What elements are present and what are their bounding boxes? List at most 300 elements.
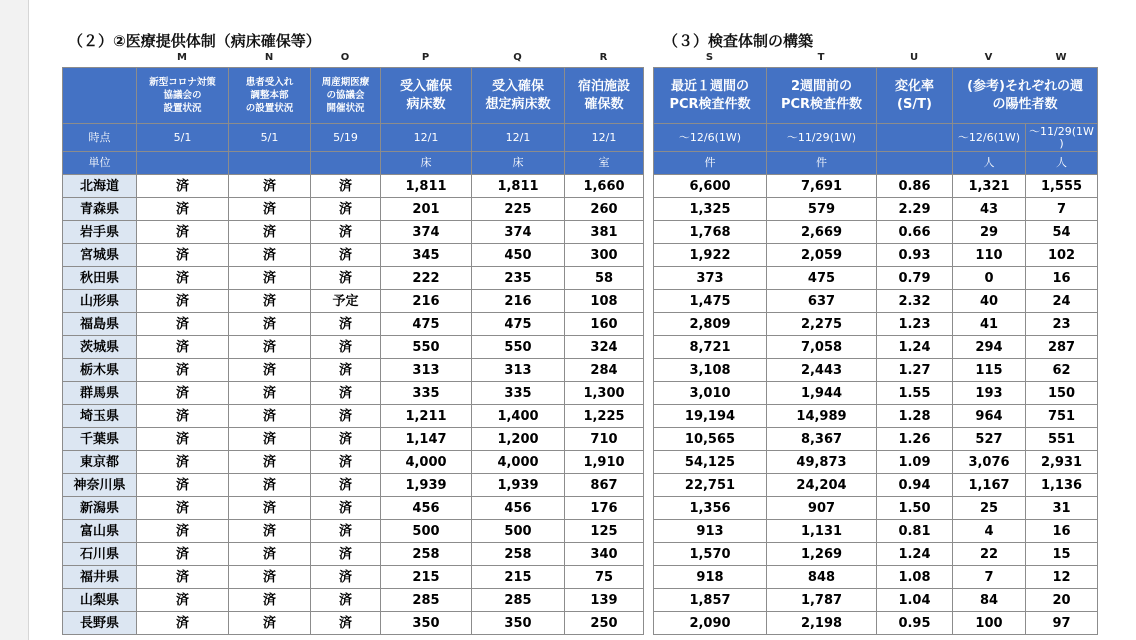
cell-q: 258: [472, 543, 565, 566]
cell-o: 済: [311, 267, 381, 290]
cell-n: 済: [229, 451, 311, 474]
cell-p: 1,211: [381, 405, 472, 428]
cell-s: 2,090: [654, 612, 767, 635]
table-row: [654, 405, 1098, 428]
cell-s: 19,194: [654, 405, 767, 428]
section-2-title: （２）②医療提供体制（病床確保等）: [68, 32, 321, 50]
cell-v: 964: [953, 405, 1026, 428]
cell-w: 24: [1026, 290, 1098, 313]
unit-q: 床: [472, 152, 565, 175]
table-row: [654, 543, 1098, 566]
cell-t: 907: [767, 497, 877, 520]
cell-o: 済: [311, 543, 381, 566]
cell-s: 3,108: [654, 359, 767, 382]
prefecture-name: 長野県: [63, 612, 137, 635]
header-prefecture: [63, 68, 137, 124]
table-row: [654, 451, 1098, 474]
cell-o: 済: [311, 566, 381, 589]
table-row: [63, 244, 644, 267]
cell-n: 済: [229, 336, 311, 359]
cell-s: 918: [654, 566, 767, 589]
table-row: [63, 198, 644, 221]
table-row: [654, 313, 1098, 336]
column-letter-t: T: [817, 52, 825, 63]
unit-w: 人: [1026, 152, 1098, 175]
cell-m: 済: [137, 221, 229, 244]
header-vw-label: (参考)それぞれの週 の陽性者数: [967, 78, 1083, 112]
cell-v: 4: [953, 520, 1026, 543]
cell-m: 済: [137, 267, 229, 290]
cell-v: 100: [953, 612, 1026, 635]
cell-n: 済: [229, 566, 311, 589]
cell-q: 313: [472, 359, 565, 382]
cell-r: 250: [565, 612, 644, 635]
cell-m: 済: [137, 474, 229, 497]
cell-s: 1,768: [654, 221, 767, 244]
cell-p: 201: [381, 198, 472, 221]
column-letters-medical: [62, 52, 643, 64]
cell-p: 550: [381, 336, 472, 359]
cell-r: 176: [565, 497, 644, 520]
column-letter-r: R: [599, 52, 608, 63]
header-u: [877, 68, 953, 124]
header-o: [311, 68, 381, 124]
prefecture-name: 富山県: [63, 520, 137, 543]
table-row: [63, 405, 644, 428]
cell-p: 335: [381, 382, 472, 405]
column-letter-w: W: [1055, 52, 1067, 63]
cell-q: 350: [472, 612, 565, 635]
cell-t: 7,058: [767, 336, 877, 359]
cell-r: 58: [565, 267, 644, 290]
cell-p: 345: [381, 244, 472, 267]
cell-s: 373: [654, 267, 767, 290]
header-row: [63, 68, 644, 124]
cell-r: 284: [565, 359, 644, 382]
table-row: [63, 566, 644, 589]
cell-t: 1,787: [767, 589, 877, 612]
cell-m: 済: [137, 451, 229, 474]
cell-n: 済: [229, 267, 311, 290]
table-row: [654, 359, 1098, 382]
cell-q: 500: [472, 520, 565, 543]
cell-r: 75: [565, 566, 644, 589]
cell-n: 済: [229, 520, 311, 543]
cell-m: 済: [137, 198, 229, 221]
cell-n: 済: [229, 290, 311, 313]
page-margin: [0, 0, 29, 640]
time-t: ～11/29(1W): [767, 124, 877, 152]
cell-s: 1,475: [654, 290, 767, 313]
cell-w: 1,136: [1026, 474, 1098, 497]
table-row: [63, 267, 644, 290]
cell-q: 215: [472, 566, 565, 589]
cell-m: 済: [137, 244, 229, 267]
table-row: [63, 520, 644, 543]
cell-w: 54: [1026, 221, 1098, 244]
cell-r: 381: [565, 221, 644, 244]
column-letter-p: P: [421, 52, 430, 63]
cell-o: 済: [311, 428, 381, 451]
prefecture-name: 茨城県: [63, 336, 137, 359]
cell-w: 15: [1026, 543, 1098, 566]
cell-p: 222: [381, 267, 472, 290]
cell-v: 43: [953, 198, 1026, 221]
table-row: [63, 382, 644, 405]
cell-r: 1,660: [565, 175, 644, 198]
cell-p: 374: [381, 221, 472, 244]
cell-t: 2,669: [767, 221, 877, 244]
cell-w: 62: [1026, 359, 1098, 382]
cell-u: 1.09: [877, 451, 953, 474]
table-row: [654, 520, 1098, 543]
time-v: ～12/6(1W): [953, 124, 1026, 152]
cell-n: 済: [229, 428, 311, 451]
time-o: 5/19: [311, 124, 381, 152]
time-n: 5/1: [229, 124, 311, 152]
cell-t: 2,059: [767, 244, 877, 267]
cell-u: 1.26: [877, 428, 953, 451]
prefecture-name: 新潟県: [63, 497, 137, 520]
cell-v: 1,167: [953, 474, 1026, 497]
cell-r: 160: [565, 313, 644, 336]
cell-t: 14,989: [767, 405, 877, 428]
testing-table-body: [654, 175, 1098, 635]
prefecture-name: 群馬県: [63, 382, 137, 405]
cell-r: 1,300: [565, 382, 644, 405]
cell-n: 済: [229, 382, 311, 405]
cell-r: 1,225: [565, 405, 644, 428]
table-row: [63, 474, 644, 497]
time-q: 12/1: [472, 124, 565, 152]
cell-n: 済: [229, 543, 311, 566]
header-s: [654, 68, 767, 124]
table-row: [654, 336, 1098, 359]
table-row: [654, 497, 1098, 520]
cell-v: 193: [953, 382, 1026, 405]
time-r: 12/1: [565, 124, 644, 152]
cell-n: 済: [229, 497, 311, 520]
cell-n: 済: [229, 359, 311, 382]
section-3-title: （３）検査体制の構築: [663, 32, 814, 50]
table-row: [63, 221, 644, 244]
cell-n: 済: [229, 405, 311, 428]
cell-w: 97: [1026, 612, 1098, 635]
cell-m: 済: [137, 497, 229, 520]
prefecture-name: 岩手県: [63, 221, 137, 244]
table-row: [654, 474, 1098, 497]
cell-u: 0.86: [877, 175, 953, 198]
cell-w: 16: [1026, 520, 1098, 543]
table-row: [63, 428, 644, 451]
table-row: [654, 382, 1098, 405]
header-p-label: 受入確保 病床数: [399, 78, 452, 112]
unit-t: 件: [767, 152, 877, 175]
cell-o: 済: [311, 175, 381, 198]
table-row: [654, 566, 1098, 589]
cell-n: 済: [229, 612, 311, 635]
header-p: [381, 68, 472, 124]
cell-o: 予定: [311, 290, 381, 313]
column-letter-v: V: [984, 52, 993, 63]
cell-m: 済: [137, 405, 229, 428]
cell-u: 0.93: [877, 244, 953, 267]
header-o-label: 周産期医療 の協議会 開催状況: [321, 77, 370, 114]
cell-q: 4,000: [472, 451, 565, 474]
table-row: [654, 612, 1098, 635]
cell-s: 54,125: [654, 451, 767, 474]
table-row: [654, 267, 1098, 290]
cell-r: 867: [565, 474, 644, 497]
cell-q: 235: [472, 267, 565, 290]
prefecture-name: 秋田県: [63, 267, 137, 290]
cell-v: 40: [953, 290, 1026, 313]
cell-p: 1,811: [381, 175, 472, 198]
table-row: [654, 244, 1098, 267]
table-row: [654, 221, 1098, 244]
cell-m: 済: [137, 290, 229, 313]
cell-s: 1,857: [654, 589, 767, 612]
cell-s: 3,010: [654, 382, 767, 405]
header-m: [137, 68, 229, 124]
cell-q: 1,200: [472, 428, 565, 451]
cell-t: 24,204: [767, 474, 877, 497]
table-row: [63, 290, 644, 313]
cell-v: 115: [953, 359, 1026, 382]
header-vw: [953, 68, 1098, 124]
cell-q: 1,400: [472, 405, 565, 428]
cell-u: 1.50: [877, 497, 953, 520]
cell-v: 527: [953, 428, 1026, 451]
unit-label: 単位: [63, 152, 137, 175]
cell-o: 済: [311, 221, 381, 244]
cell-u: 2.32: [877, 290, 953, 313]
cell-t: 579: [767, 198, 877, 221]
cell-s: 22,751: [654, 474, 767, 497]
cell-v: 25: [953, 497, 1026, 520]
time-u: [877, 124, 953, 152]
prefecture-name: 福島県: [63, 313, 137, 336]
table-row: [63, 589, 644, 612]
header-n-label: 患者受入れ 調整本部 の設置状況: [245, 77, 294, 114]
cell-t: 8,367: [767, 428, 877, 451]
table-row: [63, 336, 644, 359]
cell-t: 848: [767, 566, 877, 589]
time-m: 5/1: [137, 124, 229, 152]
column-letter-m: M: [177, 52, 187, 63]
header-q-label: 受入確保 想定病床数: [485, 78, 551, 112]
cell-s: 1,356: [654, 497, 767, 520]
cell-m: 済: [137, 359, 229, 382]
cell-o: 済: [311, 313, 381, 336]
cell-v: 294: [953, 336, 1026, 359]
cell-q: 1,811: [472, 175, 565, 198]
cell-q: 285: [472, 589, 565, 612]
table-row: [654, 589, 1098, 612]
cell-w: 31: [1026, 497, 1098, 520]
cell-t: 7,691: [767, 175, 877, 198]
header-m-label: 新型コロナ対策 協議会の 設置状況: [149, 77, 216, 114]
cell-u: 1.23: [877, 313, 953, 336]
cell-r: 1,910: [565, 451, 644, 474]
column-letter-o: O: [340, 52, 350, 63]
cell-r: 125: [565, 520, 644, 543]
cell-p: 215: [381, 566, 472, 589]
cell-t: 2,275: [767, 313, 877, 336]
cell-r: 710: [565, 428, 644, 451]
cell-r: 300: [565, 244, 644, 267]
cell-u: 0.81: [877, 520, 953, 543]
cell-s: 10,565: [654, 428, 767, 451]
cell-u: 0.95: [877, 612, 953, 635]
header-n: [229, 68, 311, 124]
time-label: 時点: [63, 124, 137, 152]
prefecture-name: 山形県: [63, 290, 137, 313]
cell-n: 済: [229, 198, 311, 221]
cell-s: 6,600: [654, 175, 767, 198]
cell-n: 済: [229, 221, 311, 244]
cell-t: 475: [767, 267, 877, 290]
cell-v: 41: [953, 313, 1026, 336]
cell-w: 7: [1026, 198, 1098, 221]
cell-p: 350: [381, 612, 472, 635]
cell-r: 340: [565, 543, 644, 566]
cell-s: 1,325: [654, 198, 767, 221]
header-r: [565, 68, 644, 124]
cell-u: 1.04: [877, 589, 953, 612]
cell-s: 2,809: [654, 313, 767, 336]
cell-p: 258: [381, 543, 472, 566]
cell-v: 3,076: [953, 451, 1026, 474]
medical-provision-table: [62, 67, 644, 635]
cell-t: 2,443: [767, 359, 877, 382]
prefecture-name: 千葉県: [63, 428, 137, 451]
header-s-label: 最近１週間の PCR検査件数: [669, 78, 751, 112]
cell-w: 20: [1026, 589, 1098, 612]
unit-row: [654, 152, 1098, 175]
cell-t: 2,198: [767, 612, 877, 635]
time-s: ～12/6(1W): [654, 124, 767, 152]
cell-v: 22: [953, 543, 1026, 566]
cell-q: 450: [472, 244, 565, 267]
cell-r: 108: [565, 290, 644, 313]
cell-s: 913: [654, 520, 767, 543]
table-row: [654, 198, 1098, 221]
prefecture-name: 石川県: [63, 543, 137, 566]
cell-m: 済: [137, 175, 229, 198]
unit-row: [63, 152, 644, 175]
cell-o: 済: [311, 589, 381, 612]
cell-t: 1,944: [767, 382, 877, 405]
cell-s: 1,570: [654, 543, 767, 566]
table-row: [63, 359, 644, 382]
column-letter-s: S: [705, 52, 714, 63]
table-row: [63, 451, 644, 474]
cell-w: 150: [1026, 382, 1098, 405]
cell-v: 84: [953, 589, 1026, 612]
header-q: [472, 68, 565, 124]
cell-v: 29: [953, 221, 1026, 244]
cell-n: 済: [229, 474, 311, 497]
cell-q: 225: [472, 198, 565, 221]
cell-p: 456: [381, 497, 472, 520]
unit-o: [311, 152, 381, 175]
cell-p: 500: [381, 520, 472, 543]
cell-o: 済: [311, 382, 381, 405]
cell-p: 1,939: [381, 474, 472, 497]
time-p: 12/1: [381, 124, 472, 152]
unit-n: [229, 152, 311, 175]
time-w: ～11/29(1W ): [1026, 124, 1098, 152]
cell-t: 49,873: [767, 451, 877, 474]
cell-o: 済: [311, 405, 381, 428]
cell-m: 済: [137, 382, 229, 405]
table-row: [63, 175, 644, 198]
cell-w: 12: [1026, 566, 1098, 589]
header-r-label: 宿泊施設 確保数: [577, 78, 630, 112]
cell-u: 0.79: [877, 267, 953, 290]
cell-w: 16: [1026, 267, 1098, 290]
cell-m: 済: [137, 336, 229, 359]
cell-m: 済: [137, 589, 229, 612]
unit-u: [877, 152, 953, 175]
cell-n: 済: [229, 175, 311, 198]
medical-table-body: [63, 175, 644, 635]
header-row: [654, 68, 1098, 124]
cell-p: 216: [381, 290, 472, 313]
header-u-label: 変化率 (S/T): [894, 78, 934, 112]
column-letter-u: U: [909, 52, 919, 63]
cell-t: 1,269: [767, 543, 877, 566]
cell-m: 済: [137, 313, 229, 336]
cell-o: 済: [311, 612, 381, 635]
cell-w: 1,555: [1026, 175, 1098, 198]
cell-s: 8,721: [654, 336, 767, 359]
cell-m: 済: [137, 566, 229, 589]
cell-o: 済: [311, 198, 381, 221]
cell-s: 1,922: [654, 244, 767, 267]
unit-r: 室: [565, 152, 644, 175]
cell-o: 済: [311, 244, 381, 267]
cell-o: 済: [311, 497, 381, 520]
table-row: [63, 543, 644, 566]
column-letters-testing: [653, 52, 1097, 64]
cell-p: 313: [381, 359, 472, 382]
cell-q: 216: [472, 290, 565, 313]
time-row: [654, 124, 1098, 152]
table-row: [63, 497, 644, 520]
cell-w: 2,931: [1026, 451, 1098, 474]
cell-r: 324: [565, 336, 644, 359]
cell-o: 済: [311, 451, 381, 474]
column-letter-blank: [62, 52, 136, 64]
cell-p: 1,147: [381, 428, 472, 451]
cell-q: 374: [472, 221, 565, 244]
cell-o: 済: [311, 359, 381, 382]
cell-u: 0.66: [877, 221, 953, 244]
cell-u: 1.28: [877, 405, 953, 428]
unit-s: 件: [654, 152, 767, 175]
prefecture-name: 北海道: [63, 175, 137, 198]
prefecture-name: 宮城県: [63, 244, 137, 267]
cell-m: 済: [137, 612, 229, 635]
cell-v: 7: [953, 566, 1026, 589]
column-letter-q: Q: [513, 52, 522, 63]
cell-q: 550: [472, 336, 565, 359]
cell-q: 475: [472, 313, 565, 336]
prefecture-name: 栃木県: [63, 359, 137, 382]
table-row: [654, 175, 1098, 198]
